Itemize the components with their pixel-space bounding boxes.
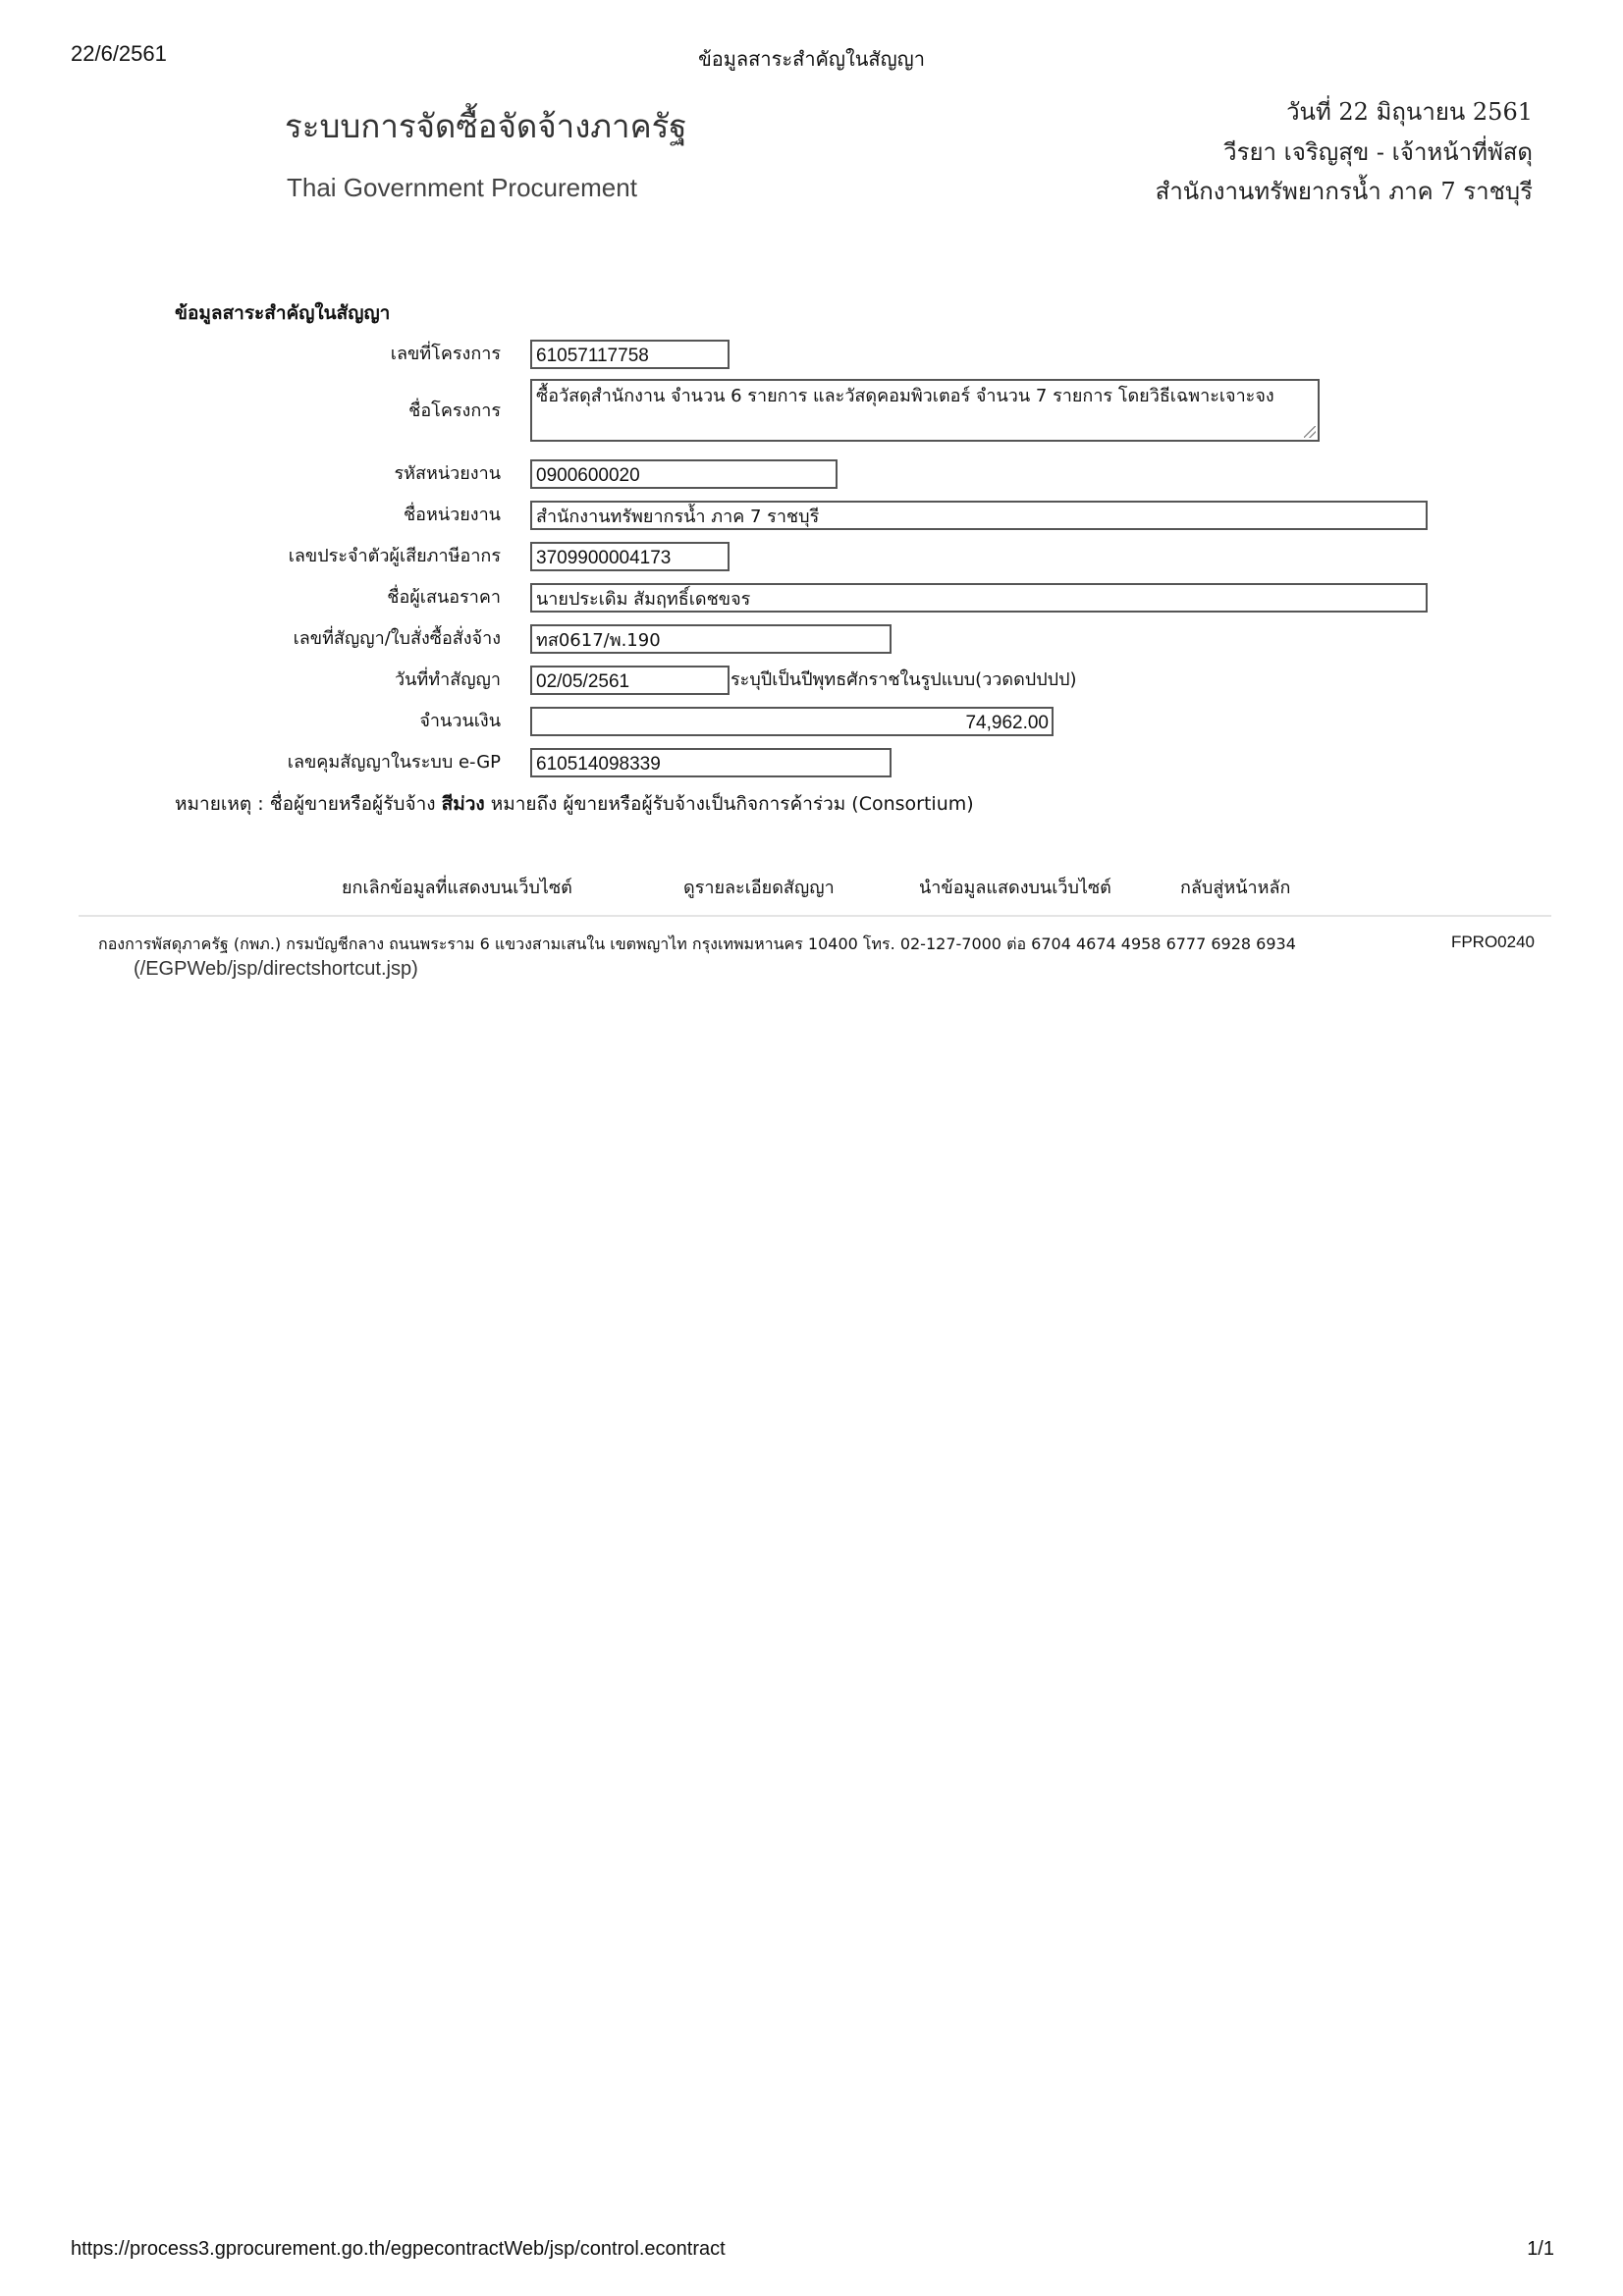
egp-control-no-field[interactable]: 610514098339: [530, 748, 892, 777]
header-date: วันที่ 22 มิถุนายน 2561: [1286, 98, 1533, 126]
agency-code-field[interactable]: 0900600020: [530, 459, 838, 489]
action-bar: [0, 872, 1623, 911]
contract-date-field[interactable]: 02/05/2561: [530, 666, 730, 695]
note-suffix: หมายถึง ผู้ขายหรือผู้รับจ้างเป็นกิจการค้าร่วม (Consortium): [490, 793, 974, 815]
project-name-textarea[interactable]: [530, 379, 1320, 442]
tax-id-field[interactable]: 3709900004173: [530, 542, 730, 571]
contract-date-hint: ระบุปีเป็นปีพุทธศักราชในรูปแบบ(ววดดปปปป): [730, 669, 1077, 690]
footer-divider: [79, 915, 1551, 917]
print-title: ข้อมูลสาระสำคัญในสัญญา: [698, 47, 925, 71]
publish-display-link[interactable]: นำข้อมูลแสดงบนเว็บไซต์: [919, 878, 1111, 898]
header-user: วีรยา เจริญสุข - เจ้าหน้าที่พัสดุ: [1223, 138, 1533, 166]
agency-name-field[interactable]: สำนักงานทรัพยากรน้ำ ภาค 7 ราชบุรี: [530, 501, 1428, 530]
note-prefix: หมายเหตุ : ชื่อผู้ขายหรือผู้รับจ้าง: [175, 793, 436, 815]
direct-shortcut-link[interactable]: (/EGPWeb/jsp/directshortcut.jsp): [134, 958, 418, 980]
resize-handle-icon[interactable]: [1304, 426, 1316, 438]
contract-date-label: วันที่ทำสัญญา: [394, 669, 501, 690]
view-contract-details-link[interactable]: ดูรายละเอียดสัญญา: [683, 878, 835, 898]
header-organization: สำนักงานทรัพยากรน้ำ ภาค 7 ราชบุรี: [1155, 178, 1533, 205]
print-url: https://process3.gprocurement.go.th/egpecontractWeb/jsp/control.econtract: [71, 2238, 726, 2260]
section-title: ข้อมูลสาระสำคัญในสัญญา: [175, 302, 391, 324]
cancel-display-link[interactable]: ยกเลิกข้อมูลที่แสดงบนเว็บไซต์: [342, 878, 572, 898]
contract-no-field[interactable]: ทส0617/พ.190: [530, 624, 892, 654]
tax-id-label: เลขประจำตัวผู้เสียภาษีอากร: [288, 546, 501, 566]
contract-no-label: เลขที่สัญญา/ใบสั่งซื้อสั่งจ้าง: [293, 628, 501, 649]
egp-control-no-label: เลขคุมสัญญาในระบบ e-GP: [287, 752, 501, 773]
print-date: 22/6/2561: [71, 41, 167, 66]
project-name-label: ชื่อโครงการ: [408, 400, 501, 421]
agency-name-label: ชื่อหน่วยงาน: [403, 505, 501, 525]
footer-page-code: FPRO0240: [1450, 933, 1535, 951]
note-highlight: สีม่วง: [441, 793, 485, 815]
project-no-label: เลขที่โครงการ: [390, 344, 501, 364]
bidder-name-label: ชื่อผู้เสนอราคา: [387, 587, 501, 608]
print-page-number: 1/1: [1527, 2238, 1554, 2260]
consortium-note: [175, 789, 974, 819]
agency-code-label: รหัสหน่วยงาน: [394, 463, 501, 484]
brand-title-th: ระบบการจัดซื้อจัดจ้างภาครัฐ: [285, 107, 687, 145]
bidder-name-field[interactable]: นายประเดิม สัมฤทธิ์เดชขจร: [530, 583, 1428, 613]
brand-title-en: Thai Government Procurement: [287, 173, 637, 202]
project-name-text: ซื้อวัสดุสำนักงาน จำนวน 6 รายการ และวัสดุคอมพิวเตอร์ จำนวน 7 รายการ โดยวิธีเฉพาะเจาะจง: [536, 386, 1274, 406]
back-home-link[interactable]: กลับสู่หน้าหลัก: [1180, 878, 1291, 898]
project-no-field[interactable]: 61057117758: [530, 340, 730, 369]
footer-address: กองการพัสดุภาครัฐ (กพภ.) กรมบัญชีกลาง ถนนพระราม 6 แขวงสามเสนใน เขตพญาไท กรุงเทพมหานคร 10400 โทร. 02-127-7000 ต่อ 6704 4674 4958 6777 6928 6934: [98, 934, 1296, 953]
amount-field[interactable]: 74,962.00: [530, 707, 1054, 736]
amount-label: จำนวนเงิน: [419, 711, 501, 731]
